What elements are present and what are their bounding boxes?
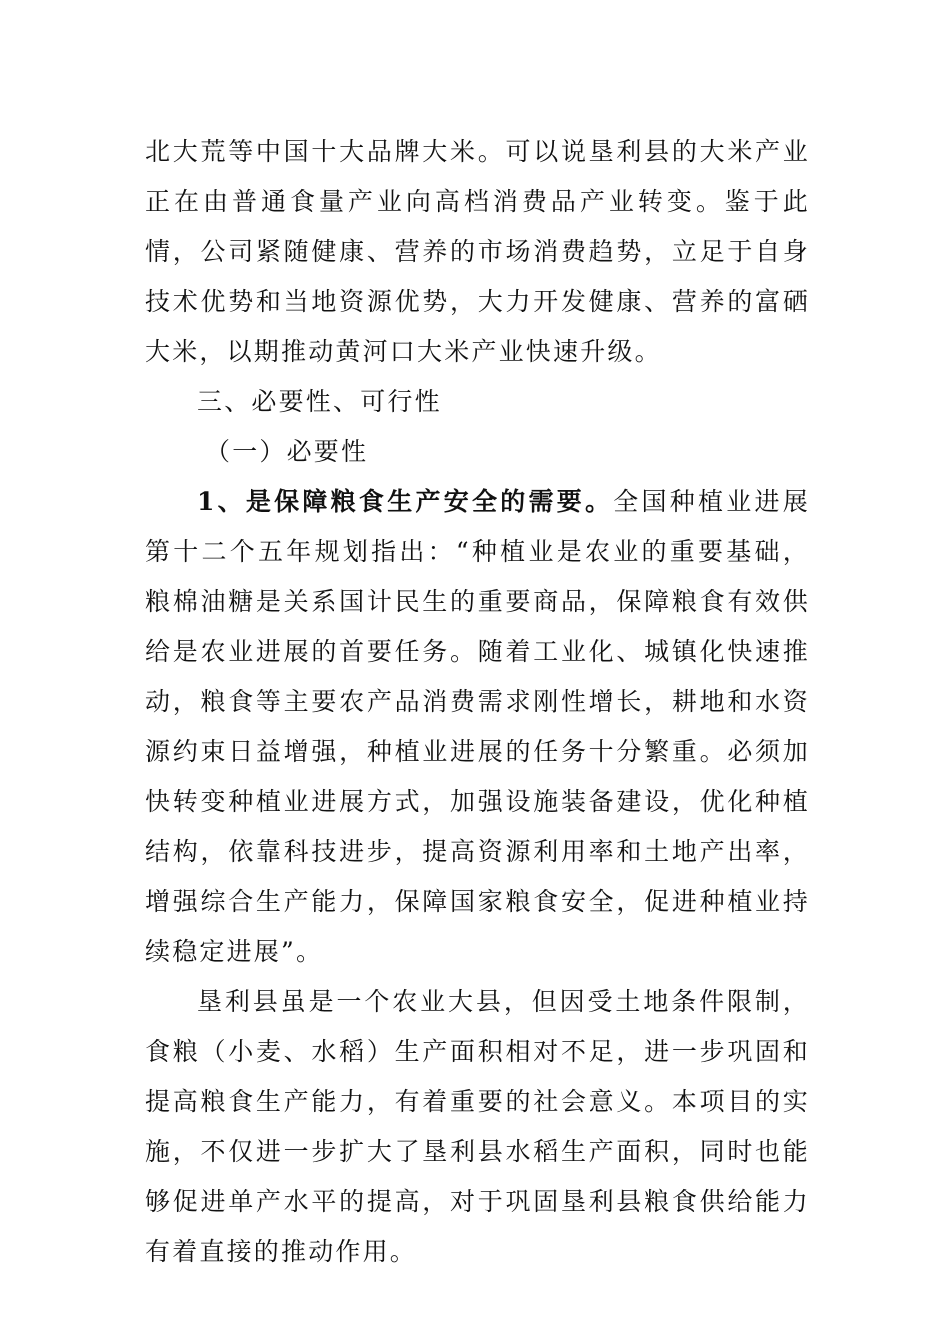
paragraph-rice-industry: 北大荒等中国十大品牌大米。可以说垦利县的大米产业正在由普通食量产业向高档消费品产业转变。鉴于此情，公司紧随健康、营养的市场消费趋势，立足于自身技术优势和当地资源优势，大力开发健康、营养的富硒大米，以期推动黄河口大米产业快速升级。 — [145, 137, 810, 366]
section-heading: 三、必要性、可行性 — [197, 387, 442, 416]
document-body — [145, 127, 810, 1277]
paragraph-food-security — [145, 477, 810, 977]
paragraph-food-security-body: 全国种植业进展第十二个五年规划指出：“种植业是农业的重要基础，粮棉油糖是关系国计民生的重要商品，保障粮食有效供给是农业进展的首要任务。随着工业化、城镇化快速推动，粮食等主要农产品消费需求刚性增长，耕地和水资源约束日益增强，种植业进展的任务十分繁重。必须加快转变种植业进展方式，加强设施装备建设，优化种植结构，依靠科技进步，提高资源利用率和土地产出率，增强综合生产能力，保障国家粮食安全，促进种植业持续稳定进展”。 — [145, 487, 810, 966]
paragraph-lead-title: 1、是保障粮食生产安全的需要。 — [197, 487, 614, 516]
paragraph-kenli-county: 垦利县虽是一个农业大县，但因受土地条件限制，食粮（小麦、水稻）生产面积相对不足，进一步巩固和提高粮食生产能力，有着重要的社会意义。本项目的实施，不仅进一步扩大了垦利县水稻生产面积，同时也能够促进单产水平的提高，对于巩固垦利县粮食供给能力有着直接的推动作用。 — [145, 987, 810, 1266]
sub-heading-necessity: （一）必要性 — [205, 437, 369, 466]
